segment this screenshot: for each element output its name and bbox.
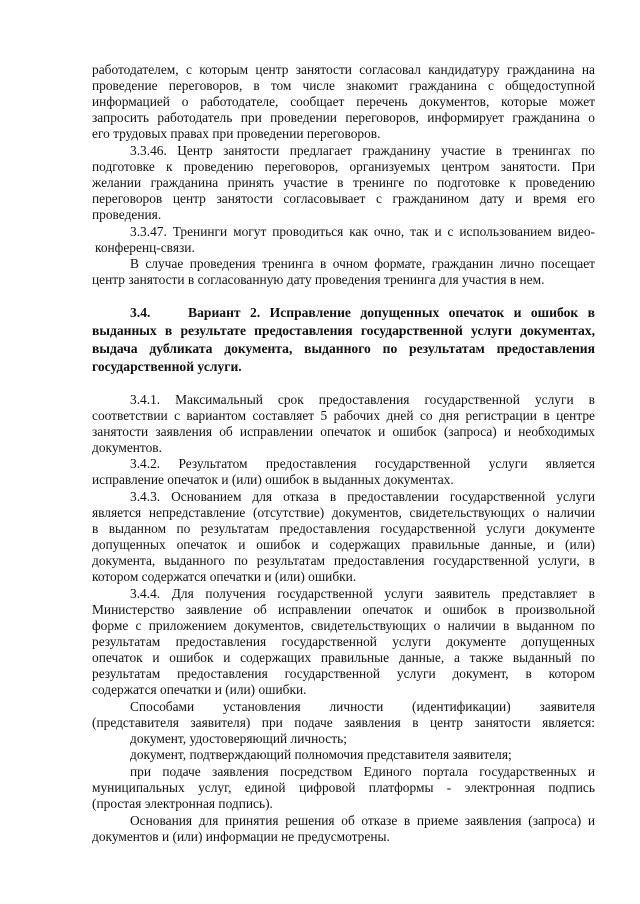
text-line: его трудовых правах при проведении переговоров. (92, 126, 381, 141)
text-line: документ, удостоверяющий личность; (130, 731, 347, 746)
text-line: 3.4.1. Максимальный срок предоставления государственной услуги в (130, 392, 595, 407)
text-line: (представителя заявителя) при подаче заявления в центр занятости является: (92, 715, 595, 730)
text-line: содержатся опечатки и (или) ошибки. (92, 682, 307, 697)
text-line: центр занятости в согласованную дату проведения тренинга для участия в нем. (92, 272, 545, 287)
text-line: занятости заявления об исправлении опечаток и ошибок (запроса) и необходимых (92, 424, 595, 439)
section-heading: выдача дубликата документа, выданного по результатам предоставления (92, 341, 595, 356)
text-line: информацией о работодателе, сообщает перечень документов, которые может (92, 94, 595, 109)
text-line: исправление опечаток и (или) ошибок в выданных документах. (92, 472, 454, 487)
text-line: В случае проведения тренинга в очном формате, гражданин лично посещает (130, 256, 595, 271)
text-line: в выданном по результатам предоставления государственной услуги документе (92, 521, 595, 536)
text-line: документов и (или) информации не предусмотрены. (92, 829, 390, 844)
text-line: проведение переговоров, в том числе знакомит гражданина с общедоступной (92, 78, 595, 93)
text-line: 3.4.4. Для получения государственной услуги заявитель представляет в (130, 586, 595, 601)
text-line: 3.4.3. Основанием для отказа в предоставлении государственной услуги (130, 489, 595, 504)
text-line: допущенных опечаток и ошибок и содержащих правильные данные, и (или) (92, 537, 595, 552)
text-line: 3.4.2. Результатом предоставления государственной услуги является (130, 456, 595, 471)
text-line: 3.3.47. Тренинги могут проводиться как очно, так и с использованием видео- (130, 224, 595, 239)
text-line: результатам предоставления государственной услуги документ, в котором (92, 666, 595, 681)
section-heading: 3.4. Вариант 2. Исправление допущенных опечаток и ошибок в (130, 305, 595, 320)
text-line: 3.3.46. Центр занятости предлагает гражданину участие в тренингах по (130, 143, 595, 158)
text-line: подготовке к проведению переговоров, организуемых центром занятости. При (92, 159, 595, 174)
text-line: документов. (92, 440, 162, 455)
text-line: желании гражданина принять участие в тренинге по подготовке к проведению (92, 175, 595, 190)
text-line: соответствии с вариантом составляет 5 рабочих дней со дня регистрации в центре (92, 408, 595, 423)
text-line: котором содержатся опечатки и (или) ошибки. (92, 569, 357, 584)
text-line: при подаче заявления посредством Единого портала государственных и (130, 764, 595, 779)
text-line: документ, подтверждающий полномочия представителя заявителя; (130, 747, 512, 762)
text-line: проведения. (92, 207, 162, 222)
text-line: результатам предоставления государственной услуги документе допущенных (92, 634, 595, 649)
section-heading: выданных в результате предоставления государственной услуги документах, (92, 323, 595, 338)
text-line: запросить работодатель при проведении переговоров, информирует гражданина о (92, 110, 595, 125)
text-line: опечаток и ошибок и содержащих правильные данные, а также выданный по (92, 650, 595, 665)
text-line: форме с приложением документов, свидетельствующих о наличии в выданном по (92, 618, 595, 633)
text-line: Способами установления личности (идентификации) заявителя (130, 699, 595, 714)
text-line: (простая электронная подпись). (92, 796, 273, 811)
text-line: работодателем, с которым центр занятости согласовал кандидатуру гражданина на (92, 62, 595, 77)
text-line: документа, выданного по результатам предоставления государственной услуги, в (92, 553, 595, 568)
text-line: конференц-связи. (95, 240, 195, 255)
text-line: Основания для принятия решения об отказе в приеме заявления (запроса) и (130, 813, 595, 828)
text-line: является непредставление (отсутствие) документов, свидетельствующих о наличии (92, 505, 595, 520)
text-line: переговоров центр занятости согласовывает с гражданином дату и время его (92, 191, 595, 206)
section-heading: государственной услуги. (92, 359, 242, 374)
text-line: муниципальных услуг, единой цифровой платформы - электронная подпись (92, 780, 595, 795)
text-line: Министерство заявление об исправлении опечаток и ошибок в произвольной (92, 602, 595, 617)
